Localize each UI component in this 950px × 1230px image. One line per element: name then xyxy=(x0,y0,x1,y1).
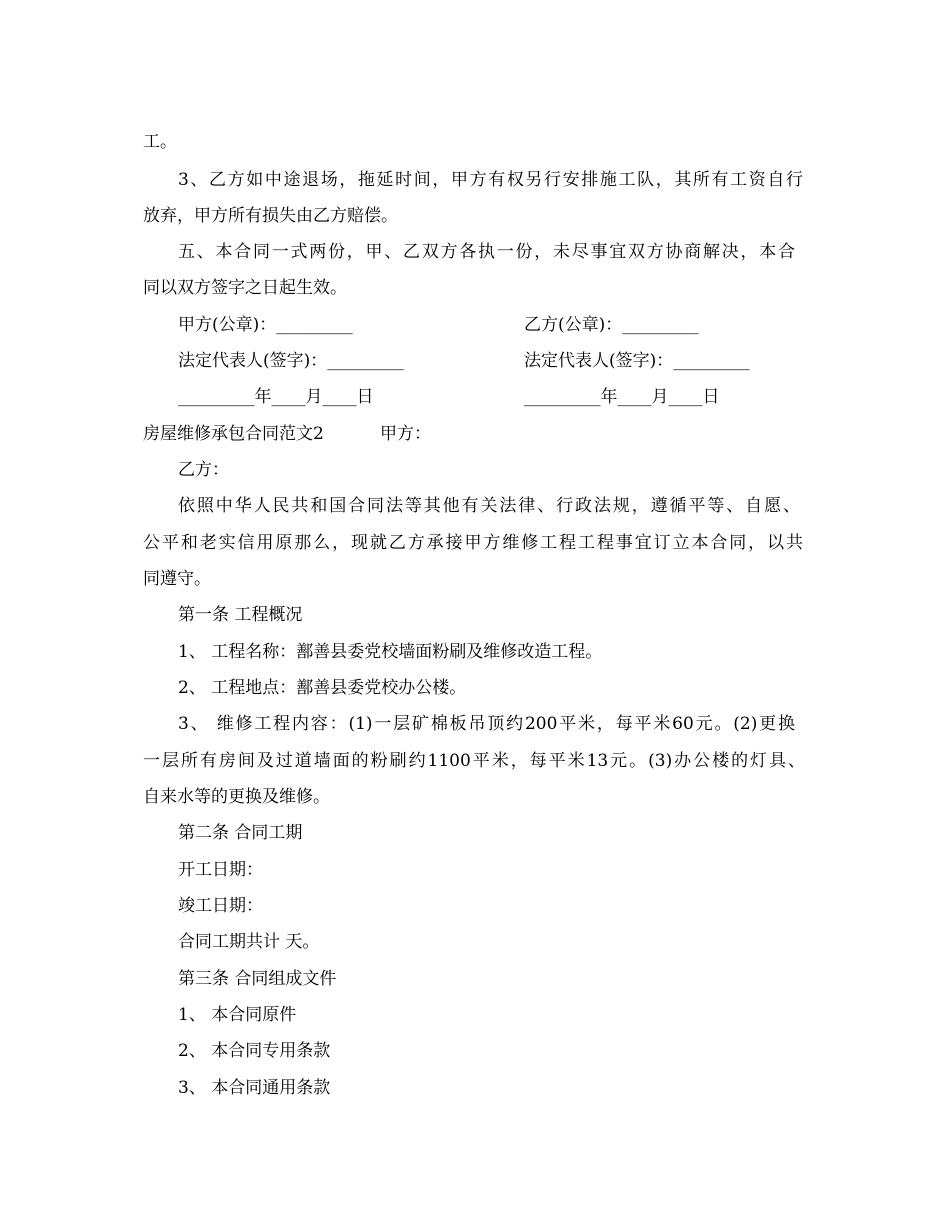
article-1-item-3-line-2: 一层所有房间及过道墙面的粉刷约1100平米，每平米13元。(3)办公楼的灯具、 xyxy=(143,751,805,771)
party-a-date: _________年____月____日 xyxy=(178,387,374,407)
article-1-title: 第一条 工程概况 xyxy=(178,605,303,625)
party-a-representative: 法定代表人(签字)：_________ xyxy=(178,351,404,371)
article-3-item-3: 3、 本合同通用条款 xyxy=(178,1078,331,1098)
article-3-item-1: 1、 本合同原件 xyxy=(178,1005,297,1025)
intro-line-3: 同遵守。 xyxy=(143,569,211,589)
article-2-title: 第二条 合同工期 xyxy=(178,823,303,843)
article-2-end-date: 竣工日期： xyxy=(178,896,263,916)
document-title-2: 房屋维修承包合同范文2 xyxy=(143,424,324,444)
article-2-start-date: 开工日期： xyxy=(178,860,263,880)
article-1-item-3-line-1: 3、 维修工程内容：(1)一层矿棉板吊顶约200平米，每平米60元。(2)更换 xyxy=(178,714,795,734)
paragraph-continuation: 工。 xyxy=(143,132,177,152)
intro-line-2: 公平和老实信用原那么，现就乙方承接甲方维修工程工程事宜订立本合同，以共 xyxy=(143,533,803,553)
intro-line-1: 依照中华人民共和国合同法等其他有关法律、行政法规，遵循平等、自愿、 xyxy=(178,496,800,516)
article-1-item-1: 1、 工程名称：鄯善县委党校墙面粉刷及维修改造工程。 xyxy=(178,642,603,662)
article-1-item-3-line-3: 自来水等的更换及维修。 xyxy=(143,787,330,807)
party-b-date: _________年____月____日 xyxy=(524,387,720,407)
article-1-item-2: 2、 工程地点：鄯善县委党校办公楼。 xyxy=(178,678,467,698)
party-b-seal: 乙方(公章)：_________ xyxy=(524,315,699,335)
clause-3-line-2: 放弃，甲方所有损失由乙方赔偿。 xyxy=(143,206,398,226)
party-a-seal: 甲方(公章)：_________ xyxy=(178,315,353,335)
clause-5-line-2: 同以双方签字之日起生效。 xyxy=(143,278,347,298)
article-3-title: 第三条 合同组成文件 xyxy=(178,969,337,989)
party-b-label: 乙方： xyxy=(178,460,229,480)
party-b-representative: 法定代表人(签字)：_________ xyxy=(524,351,750,371)
title-party-a-label: 甲方： xyxy=(380,424,431,444)
article-2-total-duration: 合同工期共计 天。 xyxy=(178,932,320,952)
clause-3-line-1: 3、乙方如中途退场，拖延时间，甲方有权另行安排施工队，其所有工资自行 xyxy=(178,170,803,190)
clause-5-line-1: 五、本合同一式两份，甲、乙双方各执一份，未尽事宜双方协商解决，本合 xyxy=(178,242,795,262)
article-3-item-2: 2、 本合同专用条款 xyxy=(178,1041,331,1061)
